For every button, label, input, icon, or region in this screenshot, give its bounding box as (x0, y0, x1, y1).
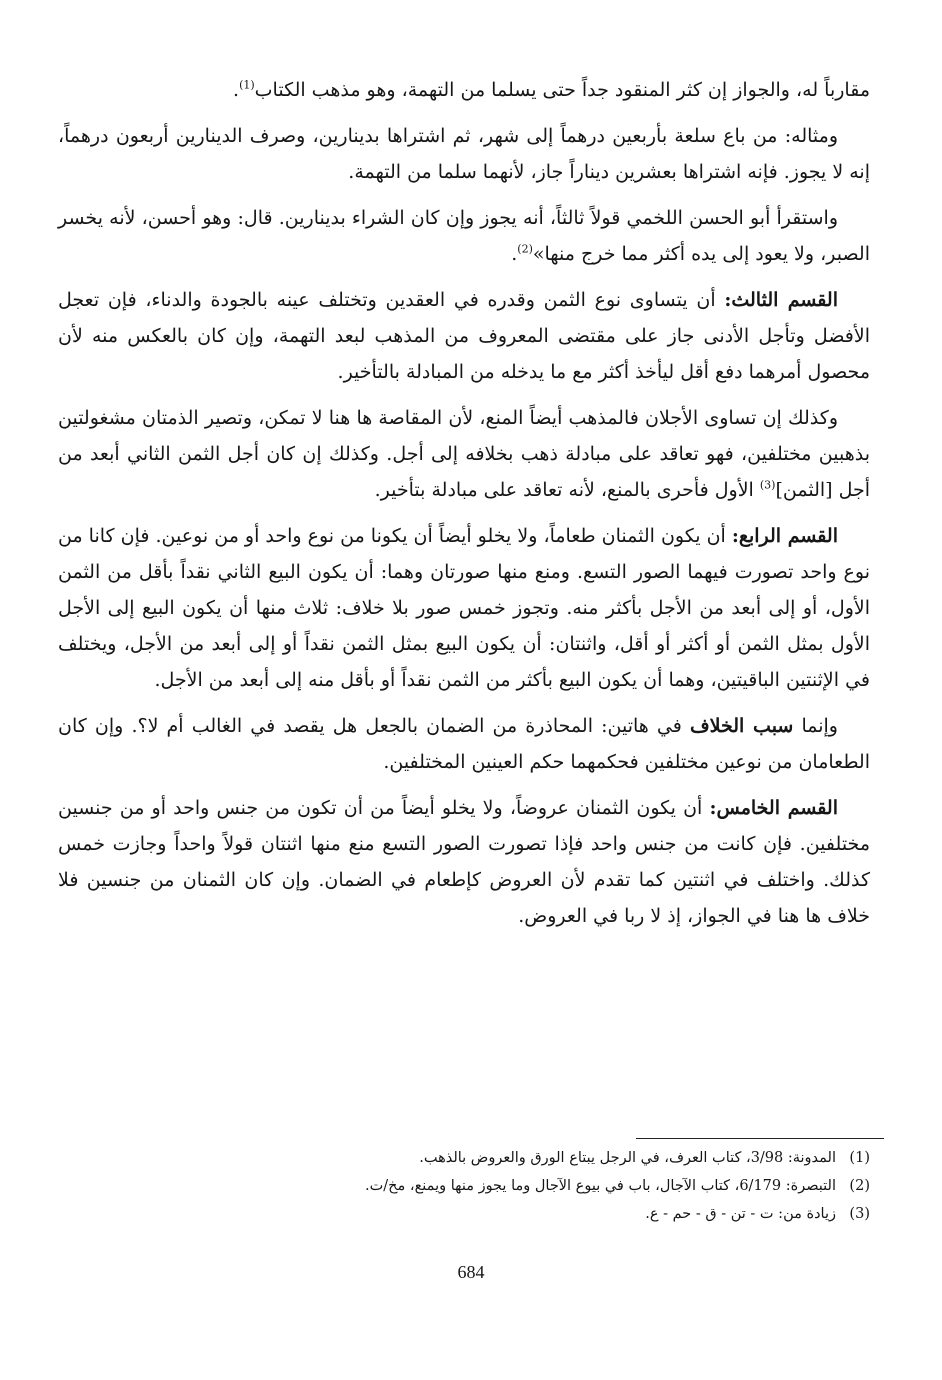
paragraph-2 (58, 118, 870, 190)
footnote-ref: (2) (517, 242, 533, 256)
paragraph-text: أن يكون الثمنان عروضاً، ولا يخلو أيضاً من أن تكون من جنس واحد أو من جنسين مختلفين. فإن كانت من جنس واحد فإذا تصورت الصور التسع منع منها اثنتان قولاً واحداً وجازت خمس كذلك. واختلف في اثنتين كما تقدم لأن العروض كإطعام في الضمان. وإن كان الثمنان من جنسين فلا خلاف ها هنا في الجواز، إذ لا ربا في العروض. (58, 797, 870, 927)
main-text (58, 72, 870, 944)
footnote-2 (58, 1172, 870, 1200)
footnote-text: التبصرة: 6/179، كتاب الآجال، باب في بيوع الآجال وما يجوز منها ويمنع، مخ/ت. (365, 1178, 836, 1194)
paragraph-text: مقارباً له، والجواز إن كثر المنقود جداً حتى يسلما من التهمة، وهو مذهب الكتاب (254, 79, 870, 101)
footnote-divider (636, 1138, 884, 1139)
paragraph-pre: وإنما (793, 715, 838, 737)
paragraph-text: وكذلك إن تساوى الأجلان فالمذهب أيضاً المنع، لأن المقاصة ها هنا لا تمكن، وتصير الذمتان مشغولتين بذهبين مختلفين، فهو تعاقد على مبادلة ذهب بخلافه إلى أجل. وكذلك إن كان أجل الثمن الثاني أبعد من أجل [الثمن] (58, 407, 870, 501)
paragraph-text: أن يتساوى نوع الثمن وقدره في العقدين وتختلف عينه بالجودة والدناء، فإن تعجل الأفضل وتأجل الأدنى جاز على مقتضى المعروف من المذهب لبعد التهمة، وإن كان بالعكس منه لأن محصول أمرهما دفع أقل ليأخذ أكثر مع ما يدخله من المبادلة بالتأخير. (58, 289, 870, 383)
section-heading: القسم الخامس: (709, 797, 838, 819)
paragraph-text: واستقرأ أبو الحسن اللخمي قولاً ثالثاً، أنه يجوز وإن كان الشراء بدينارين. قال: وهو أحسن، لأنه يخسر الصبر، ولا يعود إلى يده أكثر مما خرج منها» (58, 207, 870, 265)
paragraph-7 (58, 708, 870, 780)
paragraph-section-5 (58, 790, 870, 934)
section-heading: القسم الرابع: (731, 525, 838, 547)
footnotes (58, 1144, 870, 1228)
footnote-number: (1) (849, 1150, 870, 1166)
footnote-ref: (1) (239, 78, 255, 92)
paragraph-tail: . (511, 243, 518, 265)
paragraph-text: أن يكون الثمنان طعاماً، ولا يخلو أيضاً أن يكونا من نوع واحد أو من نوعين. فإن كانا من نوع واحد تصورت فيهما الصور التسع. ومنع منها صورتان وهما: أن يكون البيع الثاني نقداً بأقل من الثمن الأول، أو إلى أبعد من الأجل بأكثر منه. وتجوز خمس صور بلا خلاف: ثلاث منها أن يكون البيع إلى الأجل الأول بمثل الثمن أو أكثر أو أقل، واثنتان: أن يكون البيع بمثل الثمن نقداً أو إلى أبعد من الأجل، ويختلف في الإثنتين الباقيتين، وهما أن يكون البيع بأكثر من الثمن نقداً أو بأقل منه إلى أبعد من الأجل. (58, 525, 871, 691)
footnote-number: (2) (849, 1178, 870, 1194)
section-heading: القسم الثالث: (724, 289, 838, 311)
footnote-3 (58, 1200, 870, 1228)
emphasis-term: سبب الخلاف (689, 715, 794, 737)
footnote-text: زيادة من: ت - تن - ق - حم - ع. (645, 1206, 836, 1222)
paragraph-text: ومثاله: من باع سلعة بأربعين درهماً إلى شهر، ثم اشتراها بدينارين، وصرف الدينارين أربعون درهماً، إنه لا يجوز. فإنه اشتراها بعشرين ديناراً جاز، لأنهما سلما من التهمة. (58, 125, 870, 183)
paragraph-tail: . (233, 79, 240, 101)
paragraph-tail: الأول فأحرى بالمنع، لأنه تعاقد على مبادلة بتأخير. (374, 479, 760, 501)
paragraph-section-3 (58, 282, 870, 390)
paragraph-section-4 (58, 518, 870, 698)
footnote-number: (3) (849, 1206, 870, 1222)
paragraph-3 (58, 200, 870, 272)
page-number: 684 (457, 1262, 485, 1282)
paragraph-text: في هاتين: المحاذرة من الضمان بالجعل هل يقصد في الغالب أم لا؟. وإن كان الطعامان من نوعين مختلفين فحكمهما حكم العينين المختلفين. (58, 715, 870, 773)
paragraph-1 (58, 72, 870, 108)
paragraph-5 (58, 400, 870, 508)
footnote-ref: (3) (759, 478, 776, 492)
footnote-text: المدونة: 3/98، كتاب العرف، في الرجل يبتاع الورق والعروض بالذهب. (419, 1150, 836, 1166)
footnote-1 (58, 1144, 870, 1172)
